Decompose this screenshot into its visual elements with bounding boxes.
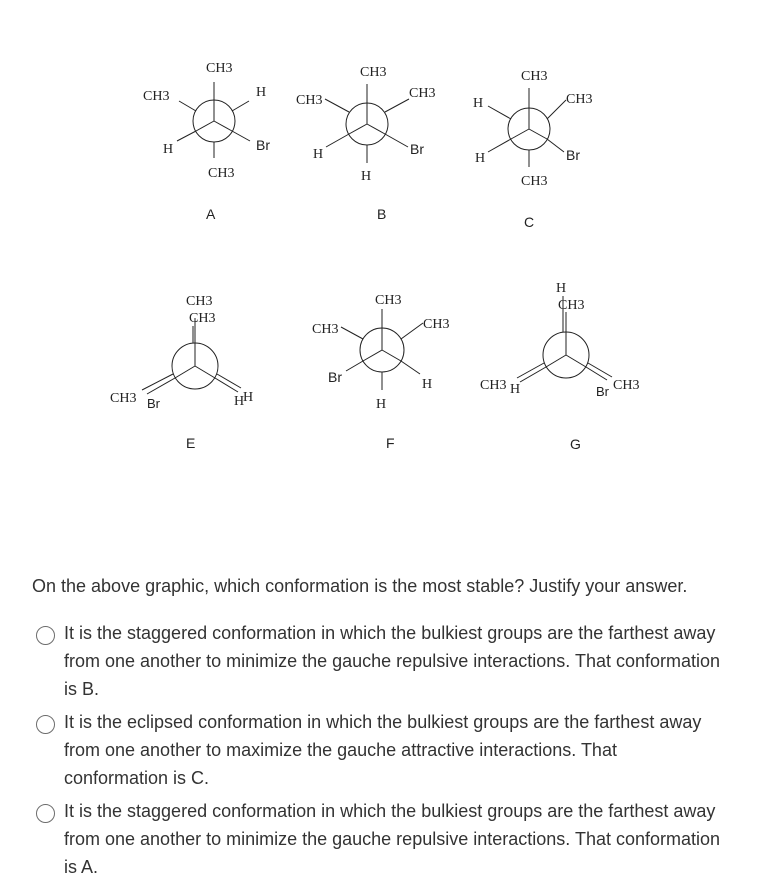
substituent-label: Br xyxy=(256,137,270,153)
substituent-label: CH3 xyxy=(613,378,640,393)
front-bond xyxy=(401,361,420,374)
conformation-label-b: B xyxy=(377,206,387,222)
newman-projection-f xyxy=(312,293,449,451)
substituent-label: H xyxy=(234,394,245,409)
back-bond xyxy=(179,101,196,111)
front-bond xyxy=(546,355,566,367)
substituent-label: H xyxy=(510,382,521,397)
front-bond xyxy=(382,350,401,361)
front-bond xyxy=(346,361,363,371)
substituent-label: CH3 xyxy=(409,86,436,101)
newman-projection-a xyxy=(143,61,270,222)
substituent-label: H xyxy=(475,151,486,166)
substituent-label: CH3 xyxy=(206,61,233,76)
substituent-label: Br xyxy=(410,141,424,157)
front-bond xyxy=(214,121,232,131)
substituent-label: CH3 xyxy=(360,65,387,80)
back-bond xyxy=(401,323,423,339)
front-bond xyxy=(488,139,511,152)
radio-button[interactable] xyxy=(36,626,55,645)
front-bond xyxy=(586,367,607,380)
substituent-label: CH3 xyxy=(143,89,170,104)
option-text: It is the eclipsed conformation in which the bulkiest groups are the farthest away from one another to maximize the gauche attractive interactions. That conformation is C. xyxy=(64,712,702,788)
newman-projection-g xyxy=(480,281,639,452)
back-bond xyxy=(325,99,349,112)
front-bond xyxy=(529,129,547,139)
front-bond xyxy=(326,134,349,147)
substituent-label: H xyxy=(361,169,372,184)
conformation-label-a: A xyxy=(206,206,216,222)
radio-button[interactable] xyxy=(36,715,55,734)
answer-option-1[interactable] xyxy=(36,619,726,703)
front-bond xyxy=(363,350,382,361)
back-bond xyxy=(488,106,511,119)
front-bond xyxy=(511,129,529,139)
substituent-label: Br xyxy=(147,396,160,411)
front-bond xyxy=(196,121,214,131)
back-bond xyxy=(232,101,249,111)
back-bond xyxy=(385,99,409,112)
substituent-label: CH3 xyxy=(521,69,548,84)
substituent-label: CH3 xyxy=(110,391,137,406)
conformation-label-c: C xyxy=(524,214,535,230)
front-bond xyxy=(195,366,215,378)
newman-projection-c xyxy=(473,69,592,230)
option-text: It is the staggered conformation in which the bulkiest groups are the farthest away from one another to minimize the gauche repulsive interactions. That conformation is A. xyxy=(64,801,721,877)
answer-option-2[interactable] xyxy=(36,708,726,792)
front-bond xyxy=(367,124,385,134)
radio-button[interactable] xyxy=(36,804,55,823)
substituent-label: H xyxy=(313,147,324,162)
conformation-label-e: E xyxy=(186,435,196,451)
substituent-label: H xyxy=(556,281,567,296)
substituent-label: CH3 xyxy=(480,378,507,393)
front-bond xyxy=(566,355,586,367)
substituent-label: CH3 xyxy=(566,92,593,107)
substituent-label: CH3 xyxy=(186,294,213,309)
substituent-label: CH3 xyxy=(189,311,216,326)
substituent-label: H xyxy=(422,377,433,392)
substituent-label: Br xyxy=(566,147,580,163)
substituent-label: CH3 xyxy=(208,166,235,181)
back-bond xyxy=(341,327,363,339)
substituent-label: CH3 xyxy=(375,293,402,308)
substituent-label: H xyxy=(163,142,174,157)
substituent-label: CH3 xyxy=(296,93,323,108)
substituent-label: CH3 xyxy=(521,174,548,189)
conformation-label-f: F xyxy=(386,435,395,451)
substituent-label: H xyxy=(473,96,484,111)
newman-projection-b xyxy=(296,65,435,222)
substituent-label: H xyxy=(243,390,254,405)
front-bond xyxy=(177,131,196,141)
substituent-label: H xyxy=(376,397,387,412)
front-bond xyxy=(547,139,564,152)
newman-projection-e xyxy=(110,294,253,451)
front-bond xyxy=(232,131,250,141)
option-text: It is the staggered conformation in which the bulkiest groups are the farthest away from one another to minimize the gauche repulsive interactions. That conformation is B. xyxy=(64,623,721,699)
front-bond xyxy=(385,134,408,147)
back-bond xyxy=(547,100,566,119)
substituent-label: CH3 xyxy=(312,322,339,337)
front-bond xyxy=(349,124,367,134)
substituent-label: Br xyxy=(328,369,342,385)
substituent-label: H xyxy=(256,85,267,100)
question-text: On the above graphic, which conformation is the most stable? Justify your answer. xyxy=(32,576,688,596)
substituent-label: CH3 xyxy=(423,317,450,332)
conformation-label-g: G xyxy=(570,436,581,452)
answer-option-3[interactable] xyxy=(36,797,726,881)
substituent-label: CH3 xyxy=(558,298,585,313)
substituent-label: Br xyxy=(596,384,609,399)
front-bond xyxy=(175,366,195,378)
